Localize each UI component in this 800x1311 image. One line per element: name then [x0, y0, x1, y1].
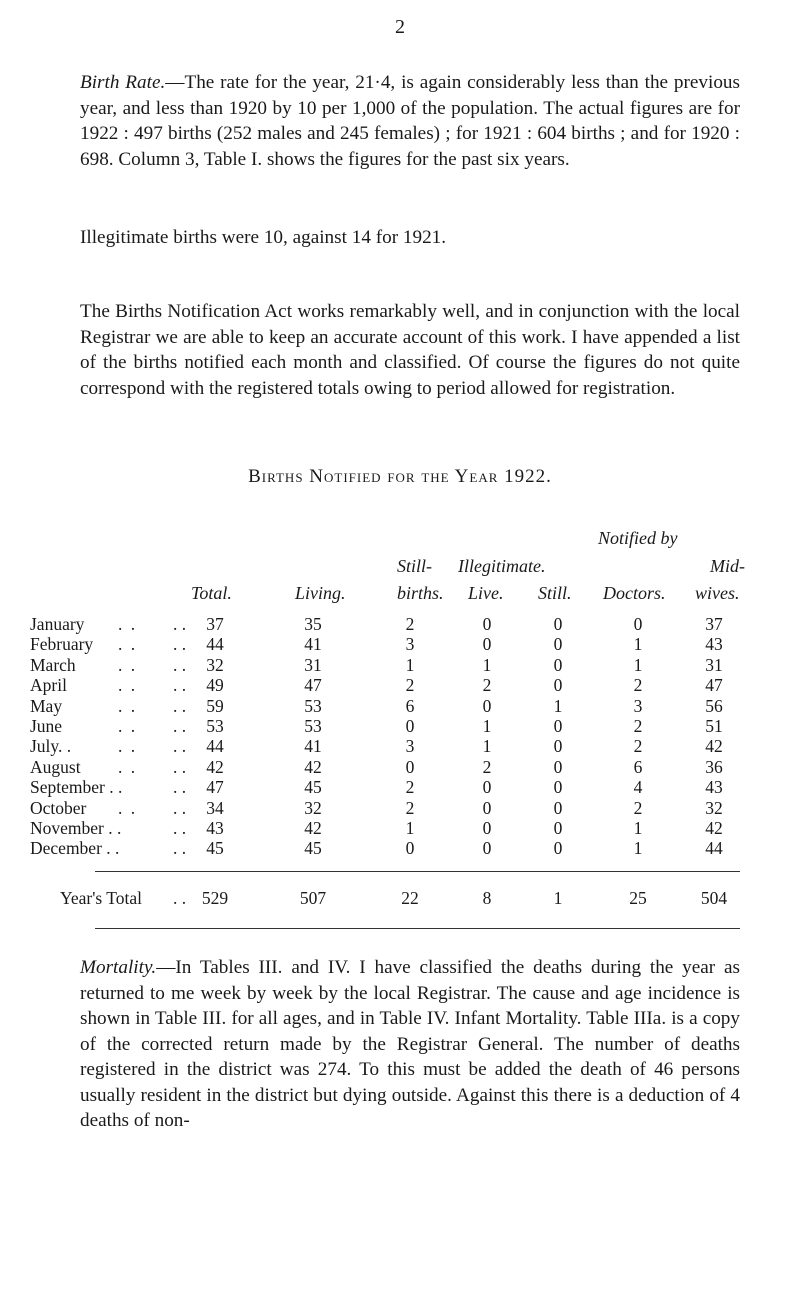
cell-doctors: 1 [633, 818, 643, 838]
header-still: Still. [538, 583, 572, 603]
totals-total: 529 [201, 888, 229, 908]
row-month: March [30, 654, 76, 675]
cell-illeg-live: 1 [482, 716, 492, 736]
header-midwives-1: Mid- [710, 556, 745, 576]
cell-illeg-still: 0 [553, 614, 563, 634]
illegitimate-births-paragraph: Illegitimate births were 10, against 14 for 1921. [80, 227, 447, 248]
cell-doctors: 0 [633, 614, 643, 634]
cell-still-births: 2 [405, 614, 415, 634]
row-lead-dots: . . [173, 634, 187, 655]
cell-still-births: 3 [405, 634, 415, 655]
header-notified-by: Notified by [598, 528, 678, 548]
cell-illeg-live: 0 [482, 777, 492, 798]
cell-still-births: 2 [405, 797, 415, 818]
cell-doctors: 2 [633, 716, 643, 736]
cell-still-births: 1 [405, 654, 415, 675]
cell-total: 42 [206, 756, 224, 777]
totals-still-births: 22 [401, 888, 419, 908]
cell-total: 59 [206, 695, 224, 716]
cell-illeg-live: 0 [482, 818, 492, 838]
header-still-births-2: births. [397, 583, 444, 603]
header-still-births-1: Still- [397, 556, 432, 576]
cell-midwives: 43 [705, 634, 723, 655]
cell-illeg-still: 0 [553, 777, 563, 798]
cell-illeg-still: 1 [553, 695, 563, 716]
row-lead-dots: . . [173, 695, 187, 716]
row-dots: . . [118, 634, 138, 655]
cell-illeg-live: 0 [482, 614, 492, 634]
row-month: February [30, 634, 94, 655]
row-month: December . . [30, 838, 120, 859]
cell-living: 53 [304, 695, 322, 716]
row-dots: . . [118, 695, 138, 716]
totals-doctors: 25 [629, 888, 647, 908]
mortality-heading: Mortality. [80, 957, 157, 978]
table-title: Births Notified for the Year 1922. [248, 466, 552, 487]
header-doctors: Doctors. [603, 583, 666, 603]
cell-midwives: 47 [705, 675, 723, 696]
cell-total: 47 [206, 777, 224, 798]
row-month: September . . [30, 777, 123, 798]
header-living: Living. [295, 583, 346, 603]
cell-doctors: 4 [633, 777, 643, 798]
row-month: November . . [30, 818, 122, 838]
cell-living: 42 [304, 818, 322, 838]
cell-illeg-still: 0 [553, 797, 563, 818]
cell-living: 45 [304, 777, 322, 798]
row-lead-dots: . . [173, 675, 187, 696]
cell-still-births: 0 [405, 716, 415, 736]
totals-label: Year's Total [60, 888, 142, 908]
cell-illeg-live: 2 [482, 756, 492, 777]
totals-illeg-live: 8 [482, 888, 492, 908]
cell-illeg-live: 0 [482, 838, 492, 859]
birth-rate-paragraph [80, 70, 740, 172]
cell-living: 45 [304, 838, 322, 859]
cell-total: 34 [206, 797, 224, 818]
cell-living: 53 [304, 716, 322, 736]
cell-illeg-live: 1 [482, 736, 492, 757]
mortality-text: —In Tables III. and IV. I have classified the deaths during the year as returned to me week by week by the local Registrar. The cause and age incidence is shown in Table III. for all ages, and in Table IV. Infant Mortality. Table IIIa. is a copy of the corrected return made by the Registrar General. The number of deaths registered in the district was 274. To this must be added the death of 46 persons usually resident in the district but dying outside. Against this there is a deduction of 4 deaths of non- [80, 957, 740, 1131]
cell-still-births: 6 [405, 695, 415, 716]
row-month: October [30, 797, 87, 818]
cell-doctors: 2 [633, 736, 643, 757]
cell-still-births: 0 [405, 756, 415, 777]
births-notification-paragraph: The Births Notification Act works remarkably well, and in conjunction with the local Registrar we are able to keep an accurate account of this work. I have appended a list of the births notified each month and classified. Of course the figures do not quite correspond with the registered totals owing to period allowed for registration. [80, 301, 740, 399]
totals-illeg-still: 1 [553, 888, 563, 908]
totals-midwives: 504 [700, 888, 728, 908]
row-dots: . . [118, 736, 138, 757]
row-dots: . . [118, 675, 138, 696]
row-dots: . . [118, 756, 138, 777]
row-lead-dots: . . [173, 777, 187, 798]
cell-total: 44 [206, 736, 224, 757]
page-number: 2 [395, 16, 405, 38]
cell-illeg-still: 0 [553, 756, 563, 777]
cell-still-births: 2 [405, 675, 415, 696]
cell-doctors: 2 [633, 675, 643, 696]
cell-doctors: 2 [633, 797, 643, 818]
row-lead-dots: . . [173, 654, 187, 675]
row-dots: . . [118, 614, 138, 634]
cell-midwives: 51 [705, 716, 723, 736]
cell-living: 35 [304, 614, 322, 634]
cell-midwives: 42 [705, 736, 723, 757]
table-row [0, 838, 800, 868]
cell-midwives: 56 [705, 695, 723, 716]
cell-illeg-live: 0 [482, 797, 492, 818]
row-lead-dots: . . [173, 818, 187, 838]
cell-illeg-still: 0 [553, 736, 563, 757]
row-month: July. . [30, 736, 72, 757]
totals-rule-top [95, 871, 740, 872]
cell-still-births: 1 [405, 818, 415, 838]
cell-midwives: 43 [705, 777, 723, 798]
header-live: Live. [468, 583, 504, 603]
cell-living: 41 [304, 736, 322, 757]
cell-midwives: 31 [705, 654, 723, 675]
header-total: Total. [191, 583, 232, 603]
row-month: May [30, 695, 63, 716]
cell-illeg-live: 0 [482, 695, 492, 716]
cell-midwives: 44 [705, 838, 723, 859]
row-month: April [30, 675, 67, 696]
totals-row [0, 888, 800, 918]
row-dots: . . [118, 797, 138, 818]
row-month: January [30, 614, 85, 634]
birth-rate-text: —The rate for the year, 21·4, is again considerably less than the previous year, and less than 1920 by 10 per 1,000 of the population. The actual figures are for 1922 : 497 births (252 males and 245 females) ; for 1921 : 604 births ; and for 1920 : 698. Column 3, Table I. shows the figures for the past six years. [80, 72, 740, 170]
cell-still-births: 0 [405, 838, 415, 859]
row-dots: . . [118, 654, 138, 675]
row-lead-dots: . . [173, 614, 187, 634]
cell-total: 49 [206, 675, 224, 696]
cell-living: 42 [304, 756, 322, 777]
row-dots: . . [118, 716, 138, 736]
cell-living: 41 [304, 634, 322, 655]
cell-total: 53 [206, 716, 224, 736]
row-lead-dots: . . [173, 797, 187, 818]
cell-illeg-still: 0 [553, 654, 563, 675]
cell-illeg-still: 0 [553, 716, 563, 736]
row-month: August [30, 756, 81, 777]
header-illegitimate: Illegitimate. [458, 556, 546, 576]
cell-doctors: 3 [633, 695, 643, 716]
cell-doctors: 1 [633, 838, 643, 859]
header-midwives-2: wives. [695, 583, 740, 603]
mortality-paragraph [80, 955, 740, 1134]
cell-still-births: 3 [405, 736, 415, 757]
cell-still-births: 2 [405, 777, 415, 798]
cell-living: 32 [304, 797, 322, 818]
row-lead-dots: . . [173, 756, 187, 777]
totals-rule-bottom [95, 928, 740, 929]
cell-illeg-still: 0 [553, 838, 563, 859]
row-lead-dots: . . [173, 716, 187, 736]
cell-midwives: 37 [705, 614, 723, 634]
cell-total: 44 [206, 634, 224, 655]
cell-midwives: 32 [705, 797, 723, 818]
cell-total: 37 [206, 614, 224, 634]
cell-midwives: 36 [705, 756, 723, 777]
cell-doctors: 1 [633, 654, 643, 675]
cell-illeg-live: 1 [482, 654, 492, 675]
cell-illeg-still: 0 [553, 634, 563, 655]
totals-lead-dots: . . [173, 888, 187, 908]
birth-rate-heading: Birth Rate. [80, 72, 166, 93]
cell-illeg-live: 2 [482, 675, 492, 696]
cell-doctors: 6 [633, 756, 643, 777]
row-lead-dots: . . [173, 838, 187, 859]
cell-midwives: 42 [705, 818, 723, 838]
row-month: June [30, 716, 63, 736]
cell-illeg-still: 0 [553, 818, 563, 838]
cell-total: 32 [206, 654, 224, 675]
cell-illeg-still: 0 [553, 675, 563, 696]
cell-total: 45 [206, 838, 224, 859]
cell-doctors: 1 [633, 634, 643, 655]
row-lead-dots: . . [173, 736, 187, 757]
totals-living: 507 [299, 888, 327, 908]
cell-total: 43 [206, 818, 224, 838]
cell-living: 47 [304, 675, 322, 696]
cell-illeg-live: 0 [482, 634, 492, 655]
cell-living: 31 [304, 654, 322, 675]
